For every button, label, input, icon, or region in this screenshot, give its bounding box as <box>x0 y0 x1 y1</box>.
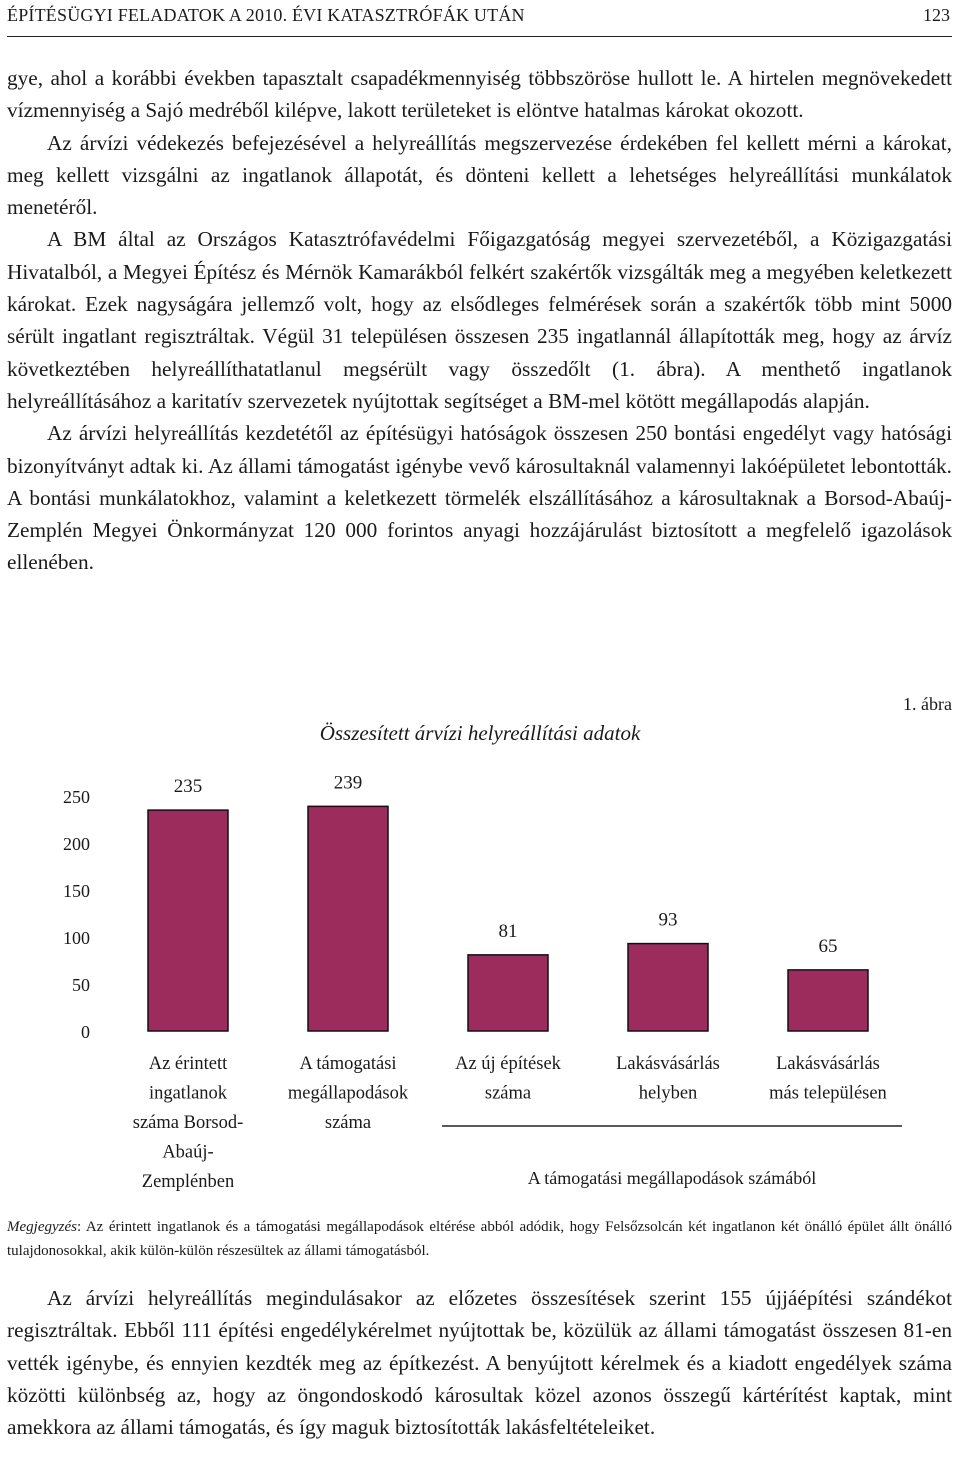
category-label: Lakásvásárlás <box>616 1054 720 1074</box>
paragraph-5: Az árvízi helyreállítás megindulásakor az előzetes összesítések szerint 155 újjáépítési szándékot regisztráltak. Ebből 111 építési engedélykérelmet nyújtottak be, közülük az állami támogatást összesen 81-en vették igénybe, és ennyien kezdték meg az építkezést. A benyújtott kérelmek és a kiadott engedélyek száma közötti különbség az, hogy az öngondoskodó károsultak közel azonos összegű kártérítést kaptak, mint amekkora az állami támogatás, és így maguk biztosították lakásfeltételeiket. <box>7 1286 952 1440</box>
data-label: 65 <box>818 935 838 957</box>
category-label: száma <box>484 1083 532 1104</box>
group-label: A támogatási megállapodások számából <box>527 1168 817 1188</box>
y-tick-label: 0 <box>81 1022 90 1042</box>
category-label: száma Borsod- <box>132 1113 244 1133</box>
y-tick-label: 250 <box>63 787 90 807</box>
chart-title: Összesített árvízi helyreállítási adatok <box>319 721 641 745</box>
body-text-top <box>7 62 952 579</box>
figure-number: 1. ábra <box>903 694 952 714</box>
category-label: Az érintett <box>148 1054 228 1074</box>
y-tick-label: 200 <box>63 834 90 854</box>
data-label: 81 <box>498 920 518 942</box>
paragraph-3: A BM által az Országos Katasztrófavédelmi Főigazgatóság megyei szervezetéből, a Közigazgatási Hivatalból, a Megyei Építész és Mérnök Kamarákból felkért szakértők vizsgálták meg a megyében keletkezett károkat. Ezek nagyságára jellemző volt, hogy az elsődleges felmérések során a szakértők több mint 5000 sérült ingatlant regisztráltak. Végül 31 településen összesen 235 ingatlannál állapították meg, hogy az árvíz következtében helyreállíthatatlanul megsérült vagy összedőlt (1. ábra). A menthető ingatlanok helyreállításához a karitatív szervezetek nyújtottak segítséget a BM-mel kötött megállapodás alapján. <box>7 227 952 413</box>
bar <box>148 810 228 1031</box>
category-label: Az új építések <box>455 1054 561 1074</box>
paragraph-4: Az árvízi helyreállítás kezdetétől az építésügyi hatóságok összesen 250 bontási engedélyt vagy hatósági bizonyítványt adtak ki. Az állami támogatást igénybe vevő károsultaknál valamennyi lakóépületet lebontották. A bontási munkálatokhoz, valamint a keletkezett törmelék elszállításához a károsultaknak a Borsod-Abaúj-Zemplén Megyei Önkormányzat 120 000 forintos anyagi hozzájárulást biztosított a megfelelő igazolások ellenében. <box>7 421 952 575</box>
bar <box>628 944 708 1031</box>
bar <box>308 806 388 1031</box>
bar-chart <box>0 712 960 1212</box>
category-label: megállapodások <box>287 1083 409 1104</box>
y-tick-label: 100 <box>63 928 90 948</box>
category-label: A támogatási <box>299 1054 397 1074</box>
category-label: Abaúj- <box>162 1142 214 1163</box>
y-tick-label: 50 <box>72 975 90 995</box>
category-label: Lakásvásárlás <box>776 1054 880 1074</box>
category-label: száma <box>324 1113 372 1133</box>
data-label: 93 <box>658 909 678 931</box>
data-label: 235 <box>173 776 203 798</box>
category-label: ingatlanok <box>148 1083 228 1104</box>
category-label: Zemplénben <box>141 1172 235 1192</box>
note-text: : Az érintett ingatlanok és a támogatási megállapodások eltérése abból adódik, hogy Felsőzsolcán két ingatlanon két önálló épület állt önálló tulajdonosokkal, akik külön-külön részesültek az állami támogatásból. <box>7 1219 952 1259</box>
data-label: 239 <box>333 772 363 794</box>
category-label: helyben <box>638 1083 698 1104</box>
page-number: 123 <box>923 5 950 25</box>
body-text-bottom <box>7 1282 952 1443</box>
category-label: más településen <box>769 1083 887 1104</box>
chart-note <box>7 1215 952 1263</box>
bar <box>468 955 548 1031</box>
header-title: ÉPÍTÉSÜGYI FELADATOK A 2010. ÉVI KATASZTRÓFÁK UTÁN <box>7 5 525 25</box>
running-header <box>7 2 952 37</box>
note-label: Megjegyzés <box>7 1219 77 1235</box>
paragraph-1: gye, ahol a korábbi években tapasztalt csapadékmennyiség többszöröse hullott le. A hirtelen megnövekedett vízmennyiség a Sajó medréből kilépve, lakott területeket is elöntve hatalmas károkat okozott. <box>7 66 952 123</box>
paragraph-2: Az árvízi védekezés befejezésével a helyreállítás megszervezése érdekében fel kellett mérni a károkat, meg kellett vizsgálni az ingatlanok állapotát, és dönteni kellett a lehetséges helyreállítási munkálatok menetéről. <box>7 130 952 220</box>
y-tick-label: 150 <box>63 881 90 901</box>
bar <box>788 970 868 1031</box>
